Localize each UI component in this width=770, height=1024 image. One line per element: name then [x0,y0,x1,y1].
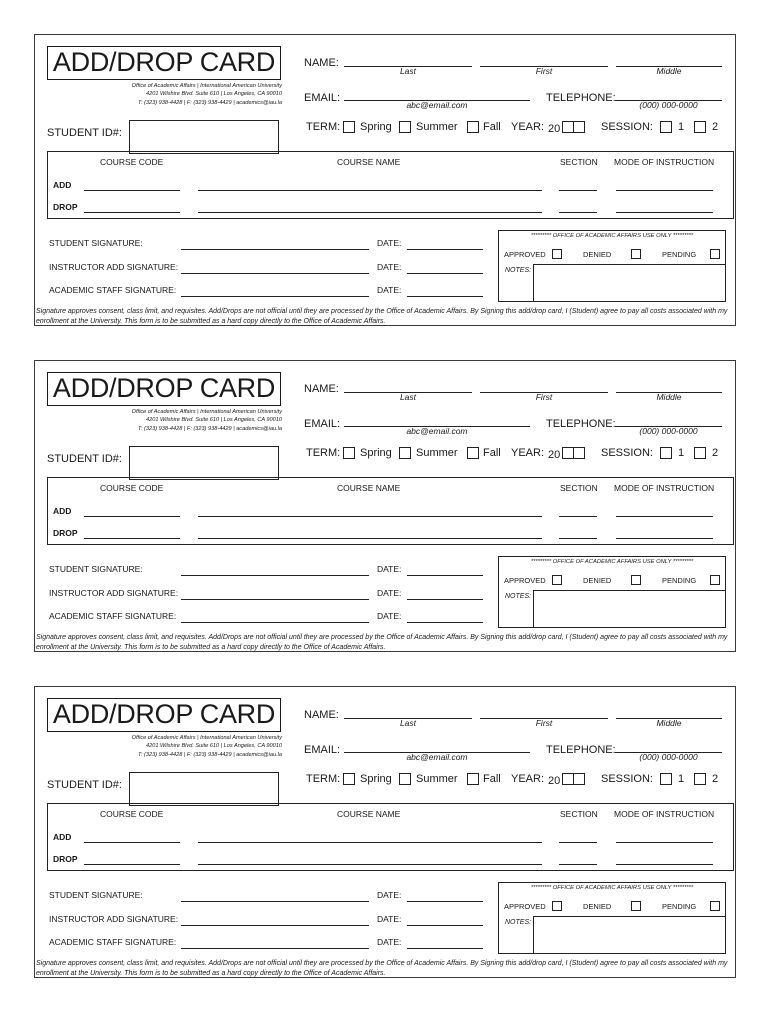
course-code-header: COURSE CODE [100,157,164,167]
drop-course-name-field[interactable] [198,864,542,865]
office-address [55,82,282,107]
denied-label: DENIED [583,902,612,911]
last-name-caption: Last [399,718,417,728]
approved-checkbox[interactable] [552,249,562,259]
add-mode-field[interactable] [616,190,713,191]
name-label: NAME: [304,709,339,721]
session-1-label: 1 [678,773,685,785]
term-summer-label: Summer [416,121,458,133]
session-2-checkbox[interactable] [694,121,706,133]
term-spring-checkbox[interactable] [343,121,355,133]
office-line: 4201 Wilshire Blvd. Suite 610 | Los Angeles, CA 90010 [146,91,282,98]
email-placeholder: abc@email.com [406,426,468,436]
student-date-field[interactable] [407,901,483,902]
term-label: TERM: [306,447,341,459]
mode-header: MODE OF INSTRUCTION [614,483,715,493]
course-code-header: COURSE CODE [100,809,164,819]
session-2-checkbox[interactable] [694,773,706,785]
drop-row-label: DROP [53,528,78,538]
denied-checkbox[interactable] [631,575,641,585]
middle-name-caption: Middle [656,718,682,728]
denied-checkbox[interactable] [631,249,641,259]
telephone-label: TELEPHONE: [546,418,616,430]
card-title: ADD/DROP CARD [47,372,281,406]
student-date-label: DATE: [377,238,402,248]
office-line: Office of Academic Affairs | International American University [131,735,282,741]
staff-date-field[interactable] [407,296,483,297]
add-course-name-field[interactable] [198,190,542,191]
student-id-label: STUDENT ID#: [47,779,122,791]
student-signature-field[interactable] [181,575,369,576]
card-footer-disclaimer: Signature approves consent, class limit, and requisites. Add/Drops are not official until they are processed by the Office of Academic Affairs. By Signing this add/drop card, I (Student) agree to pay all costs associated with my enrollment at the University. This form is to be submitted as a hard copy directly to the Office of Academic Affairs. [36,960,728,977]
term-spring-checkbox[interactable] [343,447,355,459]
staff-date-label: DATE: [377,285,402,295]
student-date-label: DATE: [377,564,402,574]
pending-label: PENDING [662,902,697,911]
first-name-caption: First [535,66,553,76]
add-course-name-field[interactable] [198,842,542,843]
email-placeholder: abc@email.com [406,100,468,110]
office-use-box [498,882,726,954]
course-name-header: COURSE NAME [337,809,401,819]
instructor-signature-field[interactable] [181,273,369,274]
instructor-date-label: DATE: [377,914,402,924]
instructor-date-field[interactable] [407,273,483,274]
year-label: YEAR: [511,773,545,785]
telephone-placeholder: (000) 000-0000 [639,426,698,436]
instructor-date-label: DATE: [377,588,402,598]
student-id-input[interactable] [129,446,279,480]
mode-header: MODE OF INSTRUCTION [614,157,715,167]
add-mode-field[interactable] [616,842,713,843]
email-label: EMAIL: [304,744,341,756]
year-label: YEAR: [511,447,545,459]
approved-checkbox[interactable] [552,901,562,911]
last-name-caption: Last [399,392,417,402]
pending-label: PENDING [662,250,697,259]
term-summer-label: Summer [416,447,458,459]
office-line: T: (323) 938-4428 | F: (323) 938-4429 | academics@iau.la [137,751,282,758]
office-address [55,734,282,759]
instructor-signature-field[interactable] [181,925,369,926]
notes-label: NOTES: [505,593,532,600]
add-row-label: ADD [53,506,72,516]
term-fall-label: Fall [483,447,501,459]
drop-course-code-field[interactable] [84,864,180,865]
session-2-label: 2 [712,773,719,785]
approved-label: APPROVED [504,576,546,585]
session-2-label: 2 [712,121,719,133]
section-header: SECTION [560,483,598,493]
instructor-signature-label: INSTRUCTOR ADD SIGNATURE: [49,588,179,598]
notes-field[interactable] [533,264,726,302]
year-prefix: 20 [548,449,561,461]
notes-label: NOTES: [505,267,532,274]
office-line: 4201 Wilshire Blvd. Suite 610 | Los Angeles, CA 90010 [146,743,282,750]
term-summer-label: Summer [416,773,458,785]
session-1-label: 1 [678,121,685,133]
office-line: 4201 Wilshire Blvd. Suite 610 | Los Angeles, CA 90010 [146,417,282,424]
first-name-caption: First [535,392,553,402]
year-prefix: 20 [548,775,561,787]
office-line: T: (323) 938-4428 | F: (323) 938-4429 | academics@iau.la [137,99,282,106]
student-id-label: STUDENT ID#: [47,127,122,139]
term-fall-checkbox[interactable] [467,447,479,459]
term-label: TERM: [306,121,341,133]
add-row-label: ADD [53,180,72,190]
term-fall-checkbox[interactable] [467,773,479,785]
term-summer-checkbox[interactable] [399,447,411,459]
drop-course-name-field[interactable] [198,538,542,539]
staff-signature-field[interactable] [181,296,369,297]
email-label: EMAIL: [304,92,341,104]
card-title: ADD/DROP CARD [47,698,281,732]
office-use-box [498,230,726,302]
notes-field[interactable] [533,590,726,628]
denied-checkbox[interactable] [631,901,641,911]
staff-date-field[interactable] [407,948,483,949]
session-2-label: 2 [712,447,719,459]
term-spring-label: Spring [360,121,392,133]
term-fall-label: Fall [483,773,501,785]
pending-checkbox[interactable] [710,575,720,585]
name-label: NAME: [304,383,339,395]
office-use-title: ********* OFFICE OF ACADEMIC AFFAIRS USE ONLY ********* [530,233,694,239]
staff-signature-label: ACADEMIC STAFF SIGNATURE: [49,285,177,295]
office-line: Office of Academic Affairs | International American University [131,409,282,415]
session-label: SESSION: [601,773,653,785]
office-use-title: ********* OFFICE OF ACADEMIC AFFAIRS USE ONLY ********* [530,885,694,891]
student-date-label: DATE: [377,890,402,900]
office-address [55,408,282,433]
student-signature-field[interactable] [181,249,369,250]
course-name-header: COURSE NAME [337,483,401,493]
drop-section-field[interactable] [559,864,597,865]
add-course-code-field[interactable] [84,190,180,191]
last-name-caption: Last [399,66,417,76]
email-placeholder: abc@email.com [406,752,468,762]
instructor-signature-label: INSTRUCTOR ADD SIGNATURE: [49,914,179,924]
year-digit-2-box[interactable] [573,121,585,133]
session-1-label: 1 [678,447,685,459]
staff-date-field[interactable] [407,622,483,623]
session-1-checkbox[interactable] [660,773,672,785]
name-label: NAME: [304,57,339,69]
card-title: ADD/DROP CARD [47,46,281,80]
drop-course-code-field[interactable] [84,538,180,539]
office-line: Office of Academic Affairs | International American University [131,83,282,89]
instructor-date-field[interactable] [407,599,483,600]
denied-label: DENIED [583,576,612,585]
student-date-field[interactable] [407,575,483,576]
email-label: EMAIL: [304,418,341,430]
term-fall-label: Fall [483,121,501,133]
telephone-label: TELEPHONE: [546,92,616,104]
pending-checkbox[interactable] [710,249,720,259]
middle-name-caption: Middle [656,66,682,76]
instructor-signature-field[interactable] [181,599,369,600]
pending-label: PENDING [662,576,697,585]
student-id-input[interactable] [129,772,279,806]
term-spring-label: Spring [360,773,392,785]
drop-course-name-field[interactable] [198,212,542,213]
telephone-placeholder: (000) 000-0000 [639,752,698,762]
drop-course-code-field[interactable] [84,212,180,213]
session-1-checkbox[interactable] [660,121,672,133]
approved-checkbox[interactable] [552,575,562,585]
mode-header: MODE OF INSTRUCTION [614,809,715,819]
drop-section-field[interactable] [559,538,597,539]
session-label: SESSION: [601,121,653,133]
course-table [47,477,734,545]
course-name-header: COURSE NAME [337,157,401,167]
staff-signature-field[interactable] [181,622,369,623]
notes-field[interactable] [533,916,726,954]
add-mode-field[interactable] [616,516,713,517]
term-label: TERM: [306,773,341,785]
add-course-code-field[interactable] [84,516,180,517]
telephone-label: TELEPHONE: [546,744,616,756]
staff-signature-field[interactable] [181,948,369,949]
add-section-field[interactable] [559,842,597,843]
pending-checkbox[interactable] [710,901,720,911]
year-label: YEAR: [511,121,545,133]
term-spring-checkbox[interactable] [343,773,355,785]
office-use-title: ********* OFFICE OF ACADEMIC AFFAIRS USE ONLY ********* [530,559,694,565]
term-summer-checkbox[interactable] [399,121,411,133]
session-2-checkbox[interactable] [694,447,706,459]
course-code-header: COURSE CODE [100,483,164,493]
drop-mode-field[interactable] [616,864,713,865]
term-spring-label: Spring [360,447,392,459]
course-table [47,803,734,871]
add-section-field[interactable] [559,516,597,517]
staff-date-label: DATE: [377,937,402,947]
drop-section-field[interactable] [559,212,597,213]
student-id-label: STUDENT ID#: [47,453,122,465]
notes-label: NOTES: [505,919,532,926]
section-header: SECTION [560,157,598,167]
denied-label: DENIED [583,250,612,259]
staff-signature-label: ACADEMIC STAFF SIGNATURE: [49,611,177,621]
student-signature-label: STUDENT SIGNATURE: [49,890,143,900]
staff-date-label: DATE: [377,611,402,621]
year-digit-2-box[interactable] [573,773,585,785]
card-footer-disclaimer: Signature approves consent, class limit, and requisites. Add/Drops are not official until they are processed by the Office of Academic Affairs. By Signing this add/drop card, I (Student) agree to pay all costs associated with my enrollment at the University. This form is to be submitted as a hard copy directly to the Office of Academic Affairs. [36,308,728,325]
course-table [47,151,734,219]
instructor-date-field[interactable] [407,925,483,926]
section-header: SECTION [560,809,598,819]
year-prefix: 20 [548,123,561,135]
add-course-code-field[interactable] [84,842,180,843]
term-fall-checkbox[interactable] [467,121,479,133]
approved-label: APPROVED [504,902,546,911]
session-1-checkbox[interactable] [660,447,672,459]
approved-label: APPROVED [504,250,546,259]
staff-signature-label: ACADEMIC STAFF SIGNATURE: [49,937,177,947]
add-drop-card [34,34,736,326]
middle-name-caption: Middle [656,392,682,402]
student-signature-label: STUDENT SIGNATURE: [49,564,143,574]
add-drop-card [34,360,736,652]
card-footer-disclaimer: Signature approves consent, class limit, and requisites. Add/Drops are not official until they are processed by the Office of Academic Affairs. By Signing this add/drop card, I (Student) agree to pay all costs associated with my enrollment at the University. This form is to be submitted as a hard copy directly to the Office of Academic Affairs. [36,634,728,651]
drop-row-label: DROP [53,854,78,864]
student-signature-field[interactable] [181,901,369,902]
drop-mode-field[interactable] [616,538,713,539]
office-line: T: (323) 938-4428 | F: (323) 938-4429 | academics@iau.la [137,425,282,432]
office-use-box [498,556,726,628]
session-label: SESSION: [601,447,653,459]
instructor-signature-label: INSTRUCTOR ADD SIGNATURE: [49,262,179,272]
instructor-date-label: DATE: [377,262,402,272]
add-section-field[interactable] [559,190,597,191]
add-drop-card [34,686,736,978]
add-course-name-field[interactable] [198,516,542,517]
year-digit-2-box[interactable] [573,447,585,459]
drop-mode-field[interactable] [616,212,713,213]
telephone-placeholder: (000) 000-0000 [639,100,698,110]
student-signature-label: STUDENT SIGNATURE: [49,238,143,248]
term-summer-checkbox[interactable] [399,773,411,785]
first-name-caption: First [535,718,553,728]
drop-row-label: DROP [53,202,78,212]
add-row-label: ADD [53,832,72,842]
student-date-field[interactable] [407,249,483,250]
student-id-input[interactable] [129,120,279,154]
